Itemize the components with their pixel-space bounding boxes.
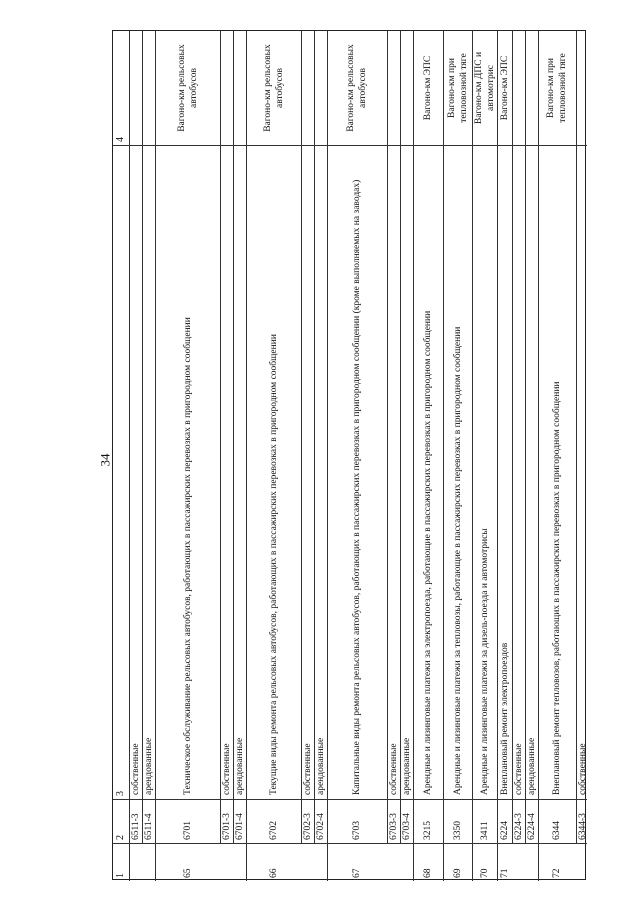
row-code bbox=[142, 799, 155, 843]
row-name bbox=[233, 145, 246, 799]
row-name bbox=[327, 145, 387, 799]
row-name-text: Внеплановый ремонт электропоездов bbox=[499, 642, 510, 795]
row-name-text: Арендные и лизинговые платежи за дизель-поезда и автомотрисы bbox=[479, 528, 490, 795]
row-number-text: 65 bbox=[182, 868, 193, 878]
header-cell-c2 bbox=[113, 799, 129, 843]
row-code bbox=[497, 799, 512, 843]
row-name bbox=[413, 145, 443, 799]
row-code bbox=[246, 799, 301, 843]
row-code-text: 6224-4 bbox=[526, 813, 537, 840]
row-code-text: 6703-3 bbox=[388, 813, 399, 840]
row-name bbox=[301, 145, 314, 799]
row-name bbox=[246, 145, 301, 799]
row-code bbox=[233, 799, 246, 843]
row-code bbox=[327, 799, 387, 843]
row-code-text: 3411 bbox=[479, 821, 490, 840]
row-code bbox=[314, 799, 327, 843]
row-name bbox=[472, 145, 497, 799]
row-name-text: Внеплановый ремонт тепловозов, работающих в пассажирских перевозках в пригородном сообщении bbox=[552, 381, 562, 795]
row-name bbox=[142, 145, 155, 799]
row-number bbox=[246, 843, 301, 881]
row-name bbox=[512, 145, 525, 799]
row-unit bbox=[472, 31, 497, 145]
row-name-text: Капитальные виды ремонта рельсовых автобусов, работающих в пассажирских перевозках в пригородном сообщении (кроме выполняемых на заводах) bbox=[352, 179, 362, 795]
row-number-text: 67 bbox=[352, 868, 362, 878]
row-name-text: арендованные bbox=[401, 737, 412, 795]
row-number-text: 66 bbox=[268, 868, 279, 878]
header-cell-c1 bbox=[113, 843, 129, 881]
row-name bbox=[525, 145, 538, 799]
row-code bbox=[413, 799, 443, 843]
row-code bbox=[538, 799, 576, 843]
row-name-text: собственные bbox=[221, 743, 232, 795]
row-unit bbox=[155, 31, 220, 145]
row-name-text: Техническое обслуживание рельсовых автобусов, работающих в пассажирских перевозках в пригородном сообщении bbox=[182, 317, 193, 795]
row-code-text: 6224 bbox=[499, 821, 510, 840]
row-unit bbox=[497, 31, 512, 145]
row-code-text: 6701 bbox=[182, 821, 193, 840]
row-code bbox=[155, 799, 220, 843]
row-unit bbox=[327, 31, 387, 145]
row-unit-text: Вагоно-км ЭПС bbox=[499, 55, 510, 121]
row-code-text: 6701-3 bbox=[221, 813, 232, 840]
header-cell-c3-text: 3 bbox=[115, 791, 126, 796]
row-code-text: 6702 bbox=[268, 821, 279, 840]
page-number: 34 bbox=[97, 453, 112, 467]
header-cell-c2-text: 2 bbox=[115, 835, 126, 840]
row-number-text: 70 bbox=[479, 868, 490, 878]
row-name bbox=[129, 145, 142, 799]
row-code bbox=[387, 799, 400, 843]
row-code-text: 6703 bbox=[352, 821, 362, 840]
row-name-text: арендованные bbox=[234, 737, 245, 795]
row-code-text: 6224-3 bbox=[513, 813, 524, 840]
row-name bbox=[155, 145, 220, 799]
row-code-text: 6511-3 bbox=[130, 813, 141, 840]
row-name bbox=[538, 145, 576, 799]
row-unit-text: Вагоно-км при тепловозной тяге bbox=[446, 53, 469, 123]
row-name-text: Текущие виды ремонта рельсовых автобусов, работающих в пассажирских перевозках в пригородном сообщении bbox=[268, 334, 279, 795]
row-unit-text: Вагоно-км рельсовых автобусов bbox=[346, 44, 368, 132]
header-cell-c1-text: 1 bbox=[115, 873, 126, 878]
row-code bbox=[512, 799, 525, 843]
row-unit-text: Вагоно-км рельсовых автобусов bbox=[176, 44, 199, 132]
row-number bbox=[472, 843, 497, 881]
row-code bbox=[220, 799, 233, 843]
row-code-text: 6344 bbox=[552, 821, 562, 840]
row-name-text: собственные bbox=[577, 743, 588, 795]
row-number-text: 69 bbox=[452, 868, 463, 878]
row-name-text: арендованные bbox=[526, 737, 537, 795]
row-name-text: собственные bbox=[302, 743, 313, 795]
row-code bbox=[400, 799, 413, 843]
row-number bbox=[497, 843, 512, 881]
row-code bbox=[129, 799, 142, 843]
row-name-text: Арендные и лизинговые платежи за тепловозы, работающие в пассажирских перевозках в пригородном сообщении bbox=[452, 326, 463, 795]
row-name-text: собственные bbox=[388, 743, 399, 795]
row-number bbox=[538, 843, 576, 881]
row-number bbox=[413, 843, 443, 881]
header-cell-c4 bbox=[113, 31, 129, 145]
data-table bbox=[112, 30, 586, 880]
row-code bbox=[576, 799, 589, 843]
row-number bbox=[443, 843, 472, 881]
row-name-text: собственные bbox=[513, 743, 524, 795]
row-code bbox=[525, 799, 538, 843]
row-unit bbox=[413, 31, 443, 145]
row-name bbox=[387, 145, 400, 799]
row-number-text: 72 bbox=[552, 868, 562, 878]
row-name bbox=[576, 145, 589, 799]
row-code-text: 6702-3 bbox=[302, 813, 313, 840]
row-name-text: арендованные bbox=[143, 737, 154, 795]
row-name-text: собственные bbox=[130, 743, 141, 795]
row-code bbox=[301, 799, 314, 843]
row-number-text: 71 bbox=[499, 868, 510, 878]
row-code-text: 6703-4 bbox=[401, 813, 412, 840]
row-number bbox=[155, 843, 220, 881]
header-cell-c3 bbox=[113, 145, 129, 799]
row-code bbox=[443, 799, 472, 843]
row-name bbox=[220, 145, 233, 799]
row-name bbox=[400, 145, 413, 799]
row-code-text: 6701-4 bbox=[234, 813, 245, 840]
row-unit-text: Вагоно-км рельсовых автобусов bbox=[262, 44, 285, 132]
row-unit bbox=[538, 31, 576, 145]
row-code-text: 3350 bbox=[452, 821, 463, 840]
row-name-text: Арендные и лизинговые платежи за электропоезда, работающие в пассажирских перевозках в пригородном сообщении bbox=[423, 310, 433, 795]
row-name bbox=[314, 145, 327, 799]
row-unit-text: Вагоно-км при тепловозной тяге bbox=[546, 53, 568, 123]
row-name bbox=[443, 145, 472, 799]
row-code-text: 3215 bbox=[423, 821, 433, 840]
row-name bbox=[497, 145, 512, 799]
row-name-text: арендованные bbox=[315, 737, 326, 795]
header-cell-c4-text: 4 bbox=[115, 137, 126, 142]
row-code-text: 6344-3 bbox=[577, 813, 588, 840]
row-unit-text: Вагоно-км ДПС и автомотрис bbox=[473, 51, 496, 125]
row-code-text: 6511-4 bbox=[143, 813, 154, 840]
row-number bbox=[327, 843, 387, 881]
row-code bbox=[472, 799, 497, 843]
row-unit bbox=[443, 31, 472, 145]
row-code-text: 6702-4 bbox=[315, 813, 326, 840]
row-unit bbox=[246, 31, 301, 145]
row-unit-text: Вагоно-км ЭПС bbox=[423, 55, 433, 121]
row-number-text: 68 bbox=[423, 868, 433, 878]
